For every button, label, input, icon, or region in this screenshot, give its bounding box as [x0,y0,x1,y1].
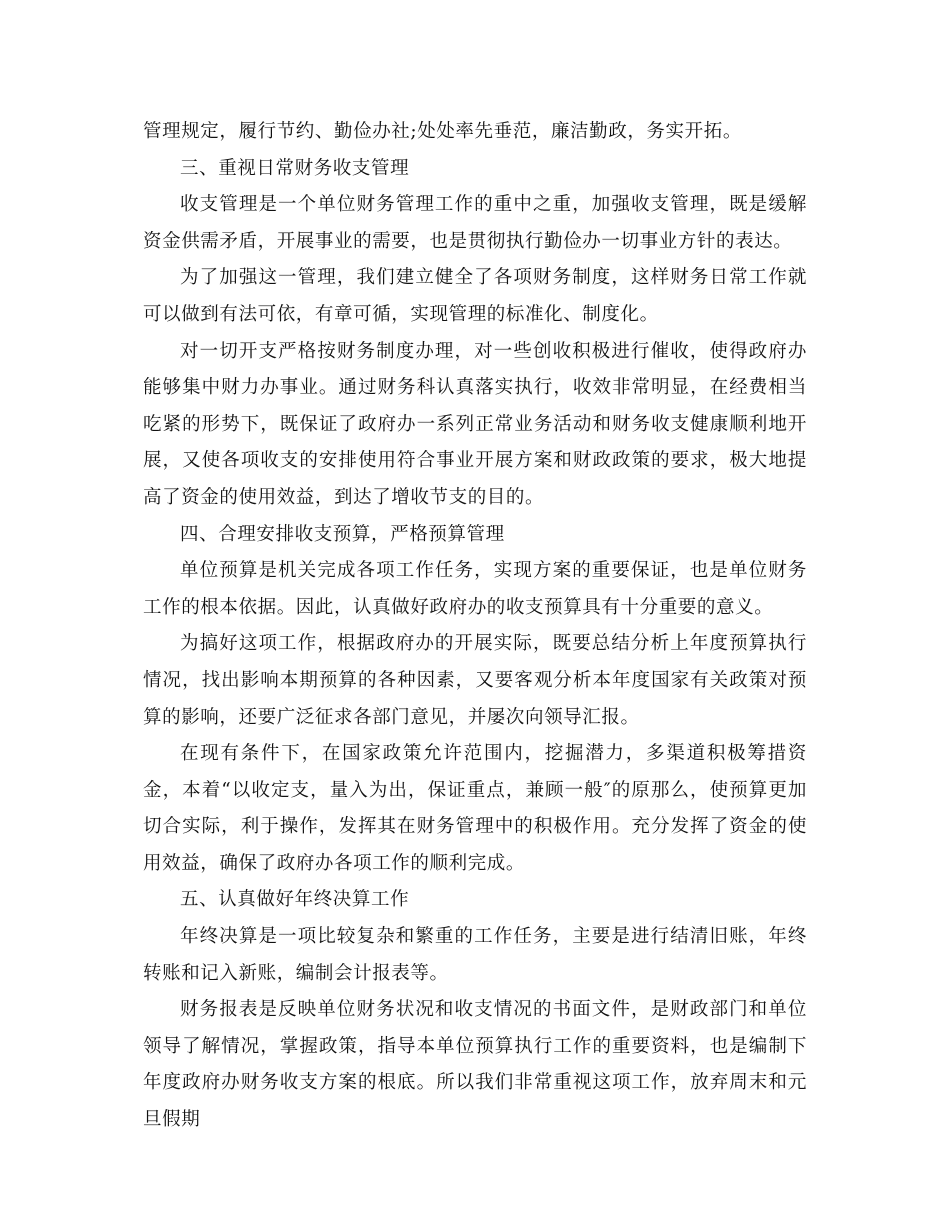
section-heading-5: 五、认真做好年终决算工作 [180,889,410,911]
document-body [143,114,807,1139]
paragraph: 单位预算是机关完成各项工作任务，实现方案的重要保证，也是单位财务工作的根本依据。因此，认真做好政府办的收支预算具有十分重要的意义。 [143,560,807,618]
paragraph-continued: 管理规定，履行节约、勤俭办社;处处率先垂范，廉洁勤政，务实开拓。 [143,121,742,142]
paragraph: 在现有条件下，在国家政策允许范围内，挖掘潜力，多渠道积极筹措资金，本着“以收定支，量入为出，保证重点，兼顾一般″的原那么，使预算更加切合实际，利于操作，发挥其在财务管理中的积极作用。充分发挥了资金的使用效益，确保了政府办各项工作的顺利完成。 [143,743,807,874]
section-heading-4: 四、合理安排收支预算，严格预算管理 [180,523,505,545]
section-heading-3: 三、重视日常财务收支管理 [180,157,410,179]
paragraph: 年终决算是一项比较复杂和繁重的工作任务，主要是进行结清旧账，年终转账和记入新账，编制会计报表等。 [143,926,807,984]
paragraph: 对一切开支严格按财务制度办理，对一些创收积极进行催收，使得政府办能够集中财力办事业。通过财务科认真落实执行，收效非常明显，在经费相当吃紧的形势下，既保证了政府办一系列正常业务活动和财务收支健康顺利地开展，又使各项收支的安排使用符合事业开展方案和财政政策的要求，极大地提高了资金的使用效益，到达了增收节支的目的。 [143,340,807,508]
paragraph: 为搞好这项工作，根据政府办的开展实际，既要总结分析上年度预算执行情况，找出影响本期预算的各种因素，又要客观分析本年度国家有关政策对预算的影响，还要广泛征求各部门意见，并屡次向领导汇报。 [143,633,807,728]
paragraph: 为了加强这一管理，我们建立健全了各项财务制度，这样财务日常工作就可以做到有法可依，有章可循，实现管理的标准化、制度化。 [143,267,807,325]
paragraph: 收支管理是一个单位财务管理工作的重中之重，加强收支管理，既是缓解资金供需矛盾，开展事业的需要，也是贯彻执行勤俭办一切事业方针的表达。 [143,194,807,252]
paragraph: 财务报表是反映单位财务状况和收支情况的书面文件，是财政部门和单位领导了解情况，掌握政策，指导本单位预算执行工作的重要资料，也是编制下年度政府办财务收支方案的根底。所以我们非常重视这项工作，放弃周末和元旦假期 [143,999,807,1131]
